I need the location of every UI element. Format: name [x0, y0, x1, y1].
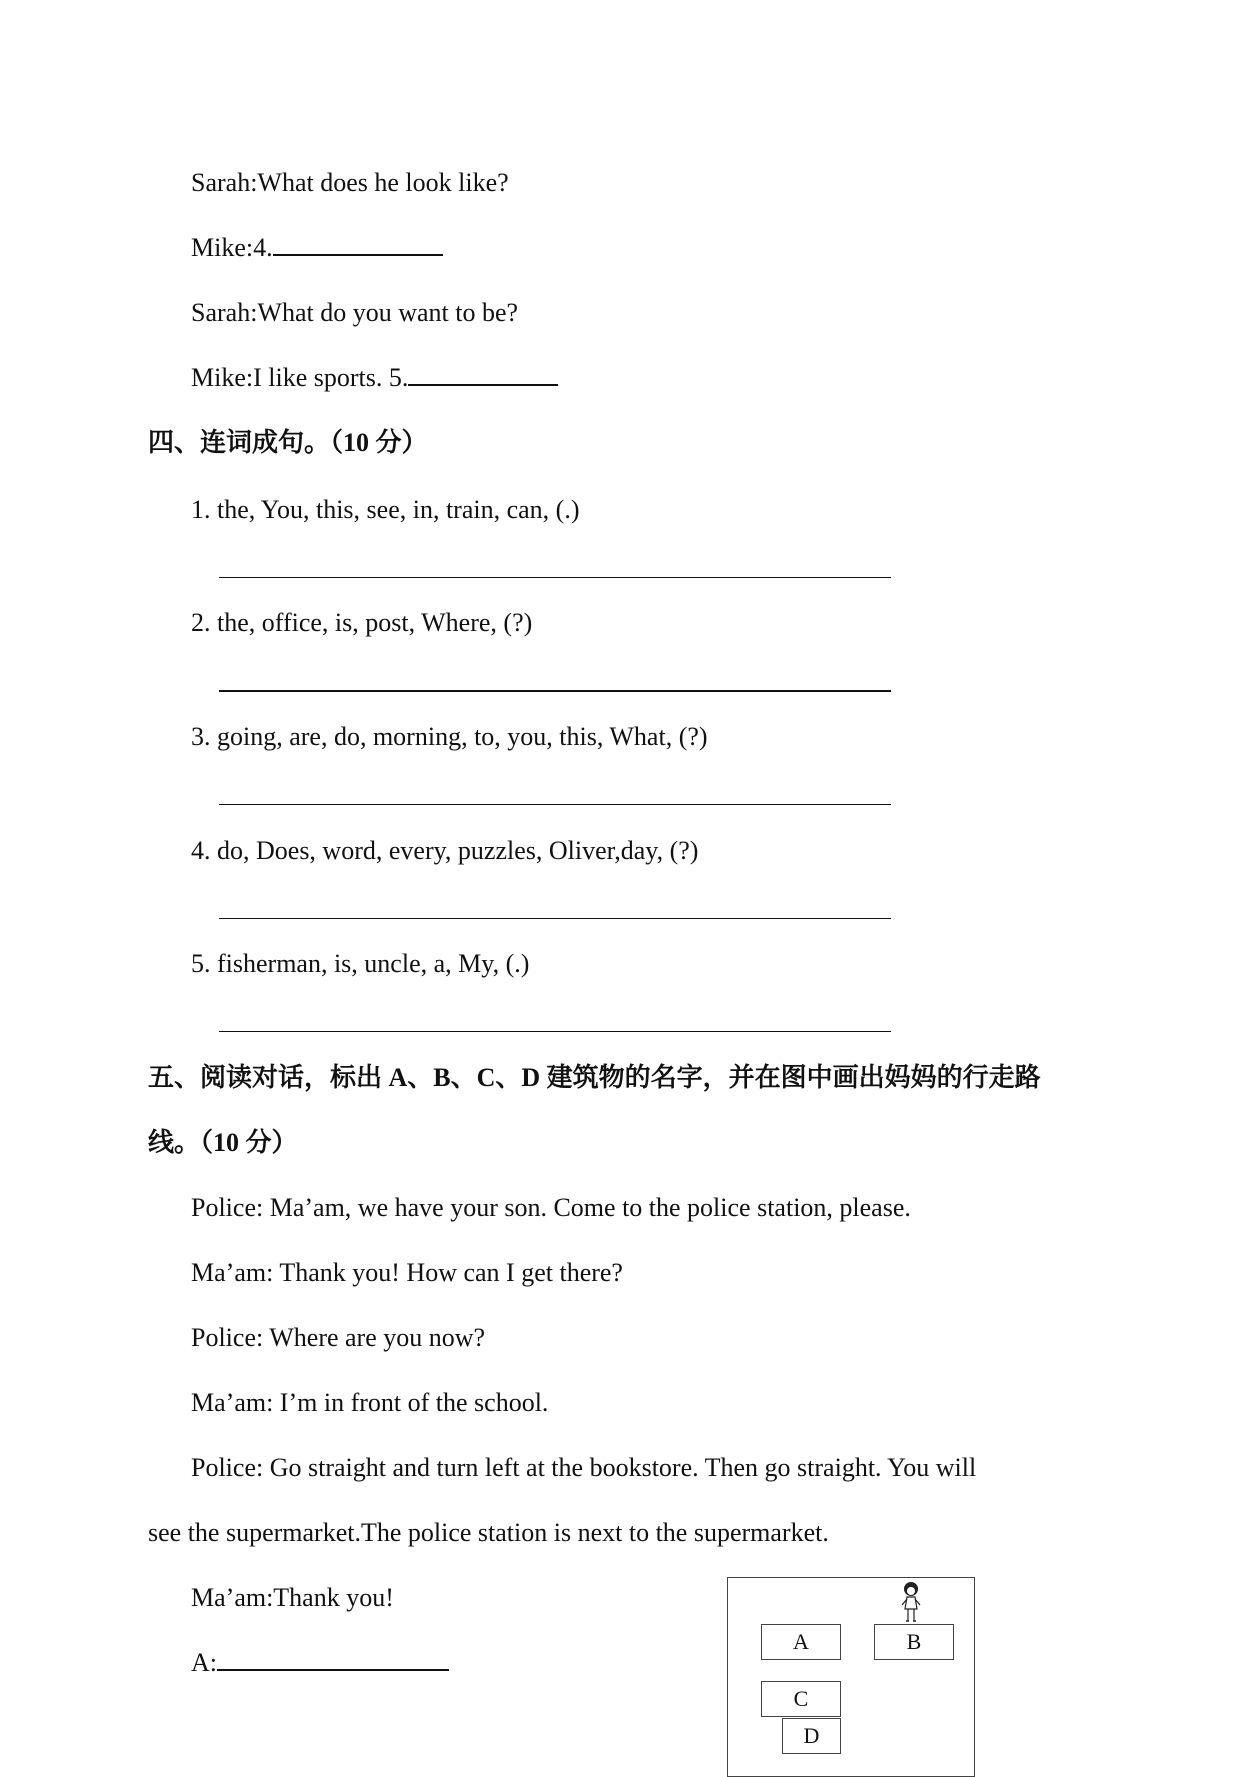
question-item: 3. going, are, do, morning, to, you, this, What, (?) [191, 722, 708, 751]
building-d[interactable]: D [782, 1718, 841, 1754]
building-a[interactable]: A [761, 1624, 841, 1660]
section-heading: 五、阅读对话，标出 A、B、C、D 建筑物的名字，并在图中画出妈妈的行走路 [148, 1063, 1041, 1092]
answer-blank-a[interactable] [217, 1647, 449, 1671]
dialogue-line [191, 362, 558, 394]
dialogue-line: Ma’am: I’m in front of the school. [191, 1388, 549, 1417]
section-heading-cont: 线。（10 分） [148, 1128, 298, 1157]
answer-line-5[interactable] [219, 1031, 891, 1032]
dialogue-text: Sarah:What does he look like? [191, 168, 509, 197]
section-heading: 四、连词成句。（10 分） [148, 428, 428, 457]
dialogue-line [191, 232, 443, 264]
girl-figure-icon [898, 1581, 924, 1625]
street-map[interactable] [727, 1577, 975, 1777]
dialogue-text: Sarah:What do you want to be? [191, 298, 519, 327]
question-item: 4. do, Does, word, every, puzzles, Oliver,day, (?) [191, 836, 699, 865]
building-c[interactable]: C [761, 1681, 841, 1717]
answer-a-row [191, 1647, 449, 1679]
answer-blank-4[interactable] [273, 232, 443, 256]
dialogue-line: Police: Go straight and turn left at the bookstore. Then go straight. You will [191, 1453, 977, 1482]
dialogue-line [191, 167, 509, 199]
answer-line-1[interactable] [219, 577, 891, 578]
dialogue-text: Mike:I like sports. 5. [191, 363, 409, 392]
answer-line-2[interactable] [219, 690, 891, 692]
dialogue-line: see the supermarket.The police station is next to the supermarket. [148, 1518, 829, 1547]
dialogue-line: Ma’am: Thank you! How can I get there? [191, 1258, 623, 1287]
answer-line-4[interactable] [219, 918, 891, 919]
dialogue-line: Police: Where are you now? [191, 1323, 486, 1352]
dialogue-line: Ma’am:Thank you! [191, 1583, 394, 1612]
dialogue-text: Mike:4. [191, 233, 273, 262]
question-item: 5. fisherman, is, uncle, a, My, (.) [191, 949, 530, 978]
dialogue-line [191, 297, 518, 329]
question-item: 1. the, You, this, see, in, train, can, (.) [191, 495, 580, 524]
answer-a-label: A: [191, 1648, 217, 1677]
dialogue-line: Police: Ma’am, we have your son. Come to the police station, please. [191, 1193, 911, 1222]
building-b[interactable]: B [874, 1624, 954, 1660]
question-item: 2. the, office, is, post, Where, (?) [191, 608, 533, 637]
answer-blank-5[interactable] [408, 362, 558, 386]
answer-line-3[interactable] [219, 804, 891, 805]
